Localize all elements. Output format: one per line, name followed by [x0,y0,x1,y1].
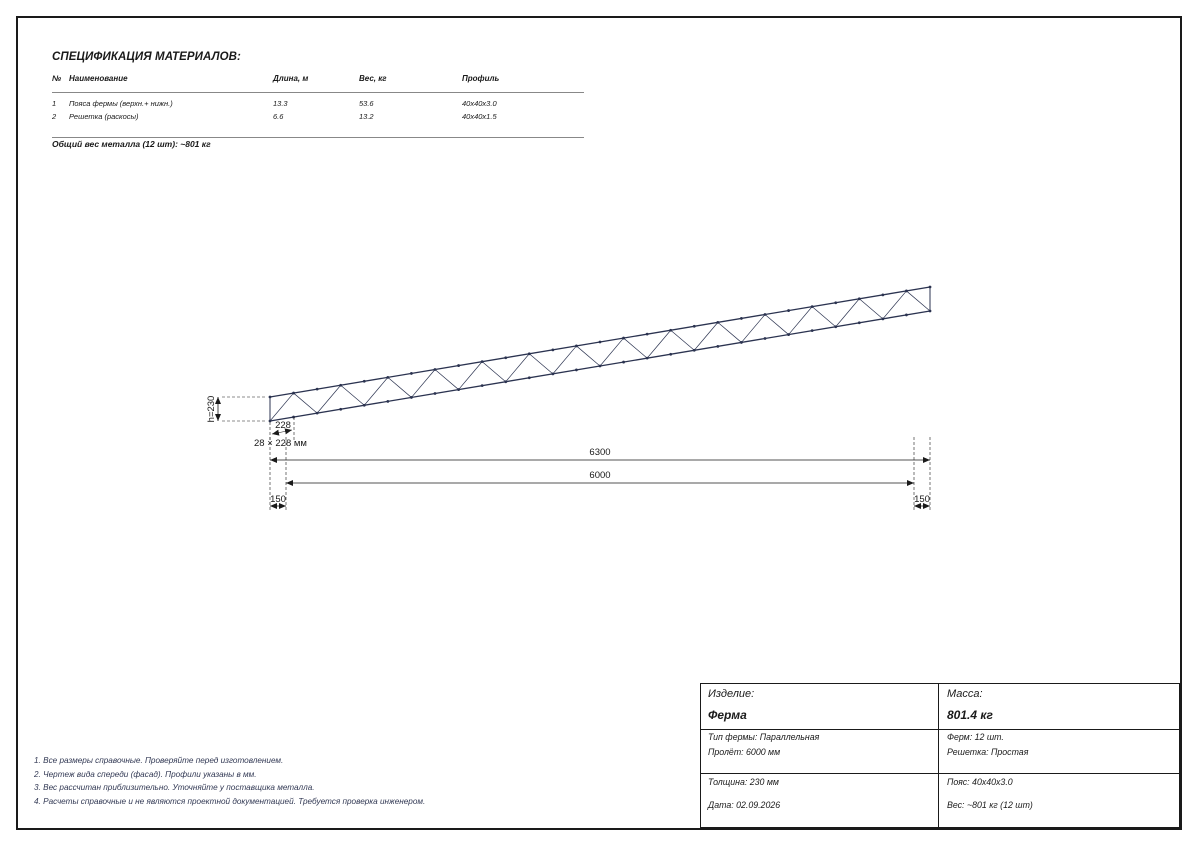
truss-node [316,412,319,415]
row-num: 2 [52,112,57,121]
note-item: 2. Чертеж вида спереди (фасад). Профили указаны в мм. [34,769,257,779]
product-value: Ферма [708,708,747,722]
lattice-type: Решетка: Простая [947,747,1029,757]
truss-node [646,333,649,336]
row-profile: 40x40x1.5 [462,112,497,121]
truss-node [363,404,366,407]
truss-node [881,317,884,320]
truss-node [457,364,460,367]
truss-node [905,290,908,293]
row-name: Пояса фермы (верхн.+ нижн.) [69,99,173,108]
note-item: 3. Вес рассчитан приблизительно. Уточняйте у поставщика металла. [34,783,315,792]
truss-node [716,345,719,348]
lattice-diagonal [411,370,435,398]
truss-node [646,357,649,360]
truss-node [528,352,531,355]
note-item: 4. Расчеты справочные и не являются проектной документацией. Требуется проверка инженером. [34,796,426,806]
lattice-diagonal [482,362,506,382]
row-name: Решетка (раскосы) [69,112,139,121]
row-length: 6.6 [273,112,284,121]
truss-node [363,380,366,383]
truss-node [834,325,837,328]
truss-node [551,348,554,351]
truss-node [339,384,342,387]
truss-node [716,321,719,324]
lattice-diagonal [388,377,412,397]
thickness-value: Толщина: 230 мм [708,777,779,787]
row-num: 1 [52,99,57,108]
support-right-label: 150 [914,494,930,505]
truss-node [740,341,743,344]
lattice-diagonal [671,330,695,350]
truss-node [622,361,625,364]
truss-node [858,297,861,300]
lattice-diagonal [529,354,553,374]
truss-node [528,376,531,379]
truss-node [764,313,767,316]
truss-node [410,396,413,399]
span-value: Пролёт: 6000 мм [708,747,781,757]
truss-node [622,337,625,340]
truss-node [929,310,932,313]
truss-count: Ферм: 12 шт. [947,732,1004,742]
lattice-diagonal [718,322,742,342]
lattice-diagonal [694,322,718,350]
truss-node [551,372,554,375]
truss-node [929,286,932,289]
chord-profile: Пояс: 40x40x3.0 [947,777,1013,787]
lattice-diagonal [647,330,671,358]
header-num: № [52,74,62,83]
notes [34,754,425,808]
header-length: Длина, м [273,74,309,83]
truss-type: Тип фермы: Параллельная [708,732,820,742]
row-profile: 40x40x3.0 [462,99,497,108]
truss-node [269,396,272,399]
truss-node [764,337,767,340]
truss-node [575,345,578,348]
height-label: h=230 [206,395,217,423]
date-value: Дата: 02.09.2026 [708,800,781,810]
truss-node [669,353,672,356]
support-left-label: 150 [270,494,286,505]
row-length: 13.3 [273,99,288,108]
lattice-diagonal [270,393,294,421]
truss-node [434,392,437,395]
truss-node [881,293,884,296]
lattice-diagonal [836,299,860,327]
title-block-rule-2 [701,773,1179,774]
truss-node [858,321,861,324]
truss-node [599,365,602,368]
truss-node [504,380,507,383]
title-block-divider [938,684,939,827]
truss-node [599,341,602,344]
note-item: 1. Все размеры справочные. Проверяйте перед изготовлением. [34,756,284,765]
truss-node [481,384,484,387]
truss-node [575,369,578,372]
lattice-diagonal [812,307,836,327]
truss-node [693,349,696,352]
truss-node [292,416,295,419]
truss-node [386,400,389,403]
truss-node [669,329,672,332]
truss-node [811,305,814,308]
span-label: 6000 [589,470,611,481]
row-weight: 13.2 [359,112,374,121]
truss-node [787,309,790,312]
truss-node [834,301,837,304]
truss-node [457,388,460,391]
truss-node [905,314,908,317]
panel-label: 228 [275,420,291,431]
truss-node [269,420,272,423]
spec-title: СПЕЦИФИКАЦИЯ МАТЕРИАЛОВ: [52,51,241,63]
truss-node [787,333,790,336]
truss-node [693,325,696,328]
lattice-diagonal [317,385,341,413]
truss-node [434,368,437,371]
lattice-diagonal [506,354,530,382]
row-weight: 53.6 [359,99,374,108]
truss-node [292,392,295,395]
lattice-diagonal [600,338,624,366]
lattice-diagonal [294,393,318,413]
lattice-diagonal [906,291,930,311]
truss-node [811,329,814,332]
mass-value: 801.4 кг [947,708,993,722]
title-block [700,683,1180,828]
lattice-diagonal [435,370,459,390]
overall-length-label: 6300 [589,447,611,458]
truss-node [740,317,743,320]
truss-node [504,356,507,359]
lattice-diagonal [576,346,600,366]
product-label: Изделие: [708,688,755,700]
panel-caption: 28 × 228 мм [254,438,307,449]
header-profile: Профиль [462,74,500,83]
total-weight-value: Вес: ~801 кг (12 шт) [947,800,1033,810]
lattice-diagonal [789,307,813,335]
total-weight: Общий вес металла (12 шт): ~801 кг [52,139,211,149]
lattice-diagonal [459,362,483,390]
truss-node [410,372,413,375]
lattice-diagonal [741,315,765,343]
title-block-rule-1 [701,729,1179,730]
lattice-diagonal [341,385,365,405]
truss-node [316,388,319,391]
truss-node [386,376,389,379]
lattice-diagonal [859,299,883,319]
lattice-diagonal [765,315,789,335]
lattice-diagonal [364,377,388,405]
header-weight: Вес, кг [359,74,387,83]
truss-node [339,408,342,411]
lattice-diagonal [624,338,648,358]
truss-node [481,360,484,363]
header-name: Наименование [69,74,128,83]
truss [269,286,932,423]
lattice-diagonal [553,346,577,374]
mass-label: Масса: [947,688,983,700]
lattice-diagonal [883,291,907,319]
